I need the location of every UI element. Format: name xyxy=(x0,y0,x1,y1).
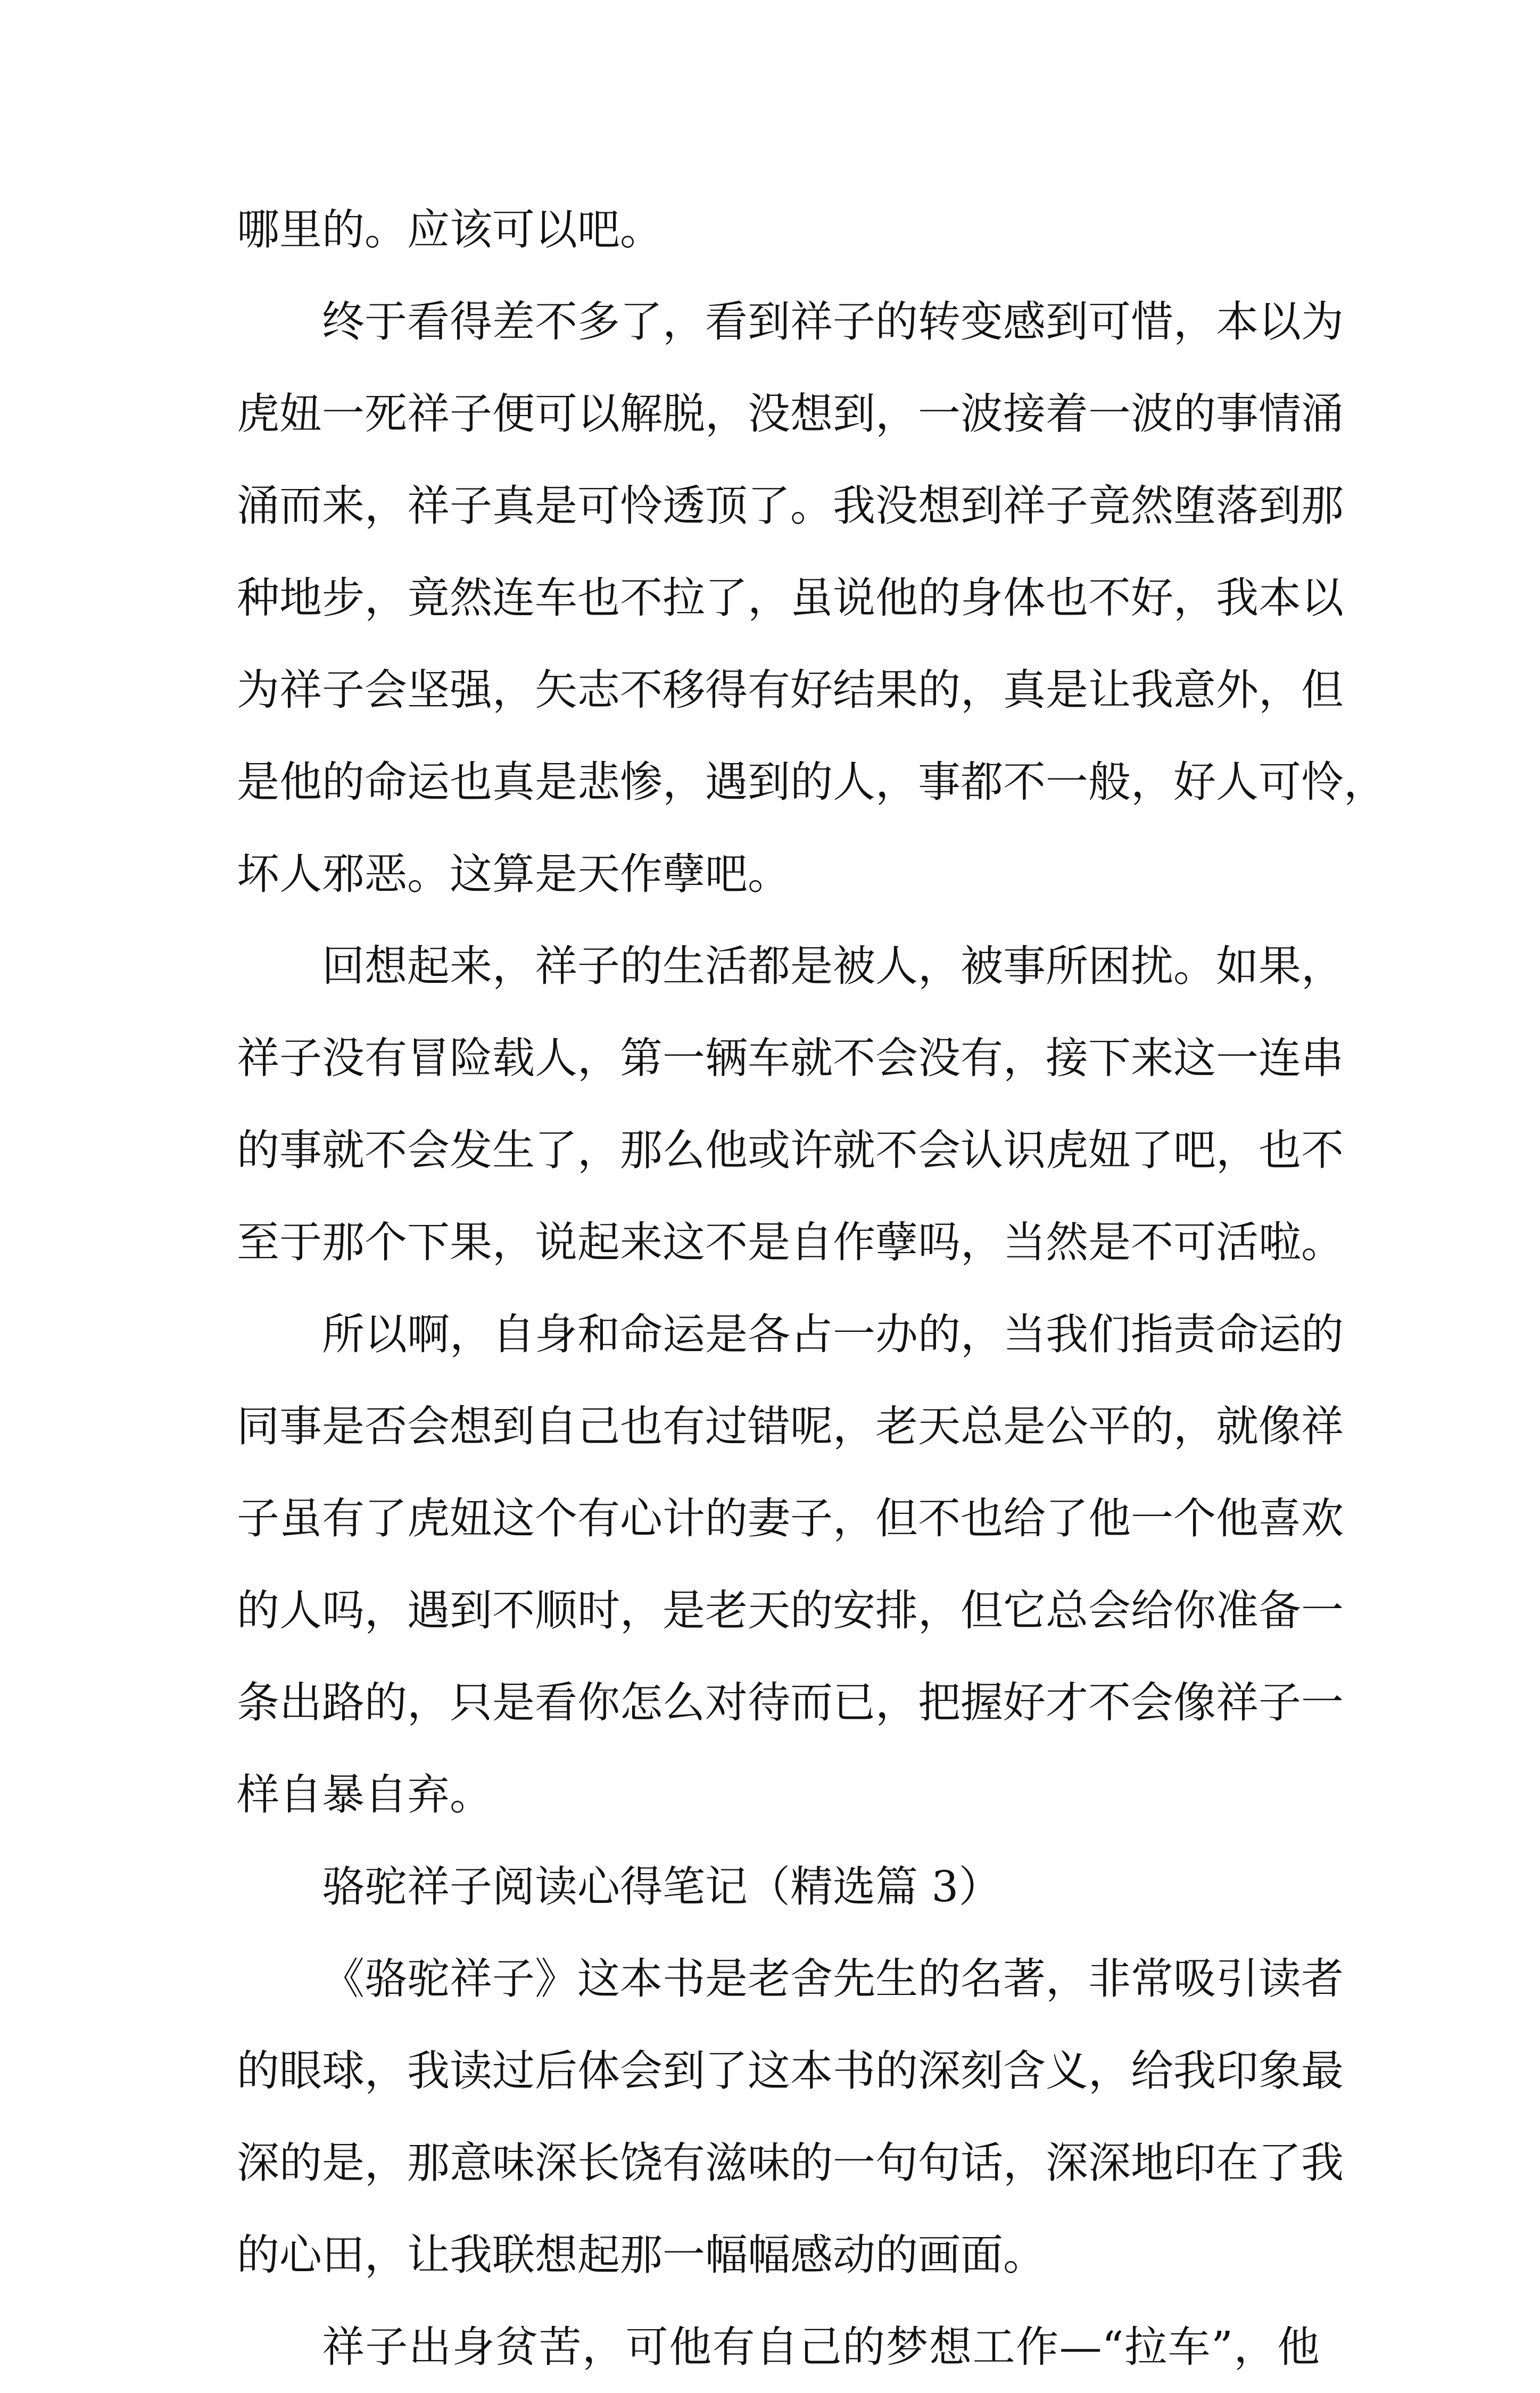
text-line: 深的是，那意味深长饶有滋味的一句句话，深深地印在了我 xyxy=(237,2138,1344,2188)
text-line: 至于那个下果，说起来这不是自作孽吗，当然是不可活啦。 xyxy=(237,1218,1344,1267)
text-line: 同事是否会想到自己也有过错呢，老天总是公平的，就像祥 xyxy=(237,1402,1344,1451)
text-line: 是他的命运也真是悲惨，遇到的人，事都不一般，好人可怜， xyxy=(237,757,1386,807)
text-line: 的事就不会发生了，那么他或许就不会认识虎妞了吧，也不 xyxy=(237,1125,1344,1175)
document-body xyxy=(237,184,1386,2393)
section-heading: 骆驼祥子阅读心得笔记（精选篇 3） xyxy=(322,1862,1001,1911)
text-line: 的眼球，我读过后体会到了这本书的深刻含义，给我印象最 xyxy=(237,2046,1344,2096)
text-line: 的心田，让我联想起那一幅幅感动的画面。 xyxy=(237,2230,1046,2280)
paragraph-start-line: 祥子出身贫苦，可他有自己的梦想工作—“拉车”，他 xyxy=(322,2322,1320,2372)
text-line: 种地步，竟然连车也不拉了，虽说他的身体也不好，我本以 xyxy=(237,573,1344,623)
text-line: 为祥子会坚强，矢志不移得有好结果的，真是让我意外，但 xyxy=(237,665,1344,715)
text-line: 条出路的，只是看你怎么对待而已，把握好才不会像祥子一 xyxy=(237,1678,1344,1727)
paragraph-start-line: 终于看得差不多了，看到祥子的转变感到可惜，本以为 xyxy=(322,297,1344,346)
paragraph-start-line: 《骆驼祥子》这本书是老舍先生的名著，非常吸引读者 xyxy=(322,1954,1344,2003)
text-line: 哪里的。应该可以吧。 xyxy=(237,205,663,254)
text-line: 坏人邪恶。这算是天作孽吧。 xyxy=(237,849,790,899)
paragraph-start-line: 回想起来，祥子的生活都是被人，被事所困扰。如果， xyxy=(322,941,1344,991)
text-line: 子虽有了虎妞这个有心计的妻子，但不也给了他一个他喜欢 xyxy=(237,1494,1344,1543)
text-line: 虎妞一死祥子便可以解脱，没想到，一波接着一波的事情涌 xyxy=(237,389,1344,438)
text-line: 祥子没有冒险载人，第一辆车就不会没有，接下来这一连串 xyxy=(237,1033,1344,1083)
text-line: 样自暴自弃。 xyxy=(237,1770,492,1819)
paragraph-start-line: 所以啊，自身和命运是各占一办的，当我们指责命运的 xyxy=(322,1310,1344,1359)
text-line: 涌而来，祥子真是可怜透顶了。我没想到祥子竟然堕落到那 xyxy=(237,481,1344,531)
text-line: 的人吗，遇到不顺时，是老天的安排，但它总会给你准备一 xyxy=(237,1586,1344,1635)
